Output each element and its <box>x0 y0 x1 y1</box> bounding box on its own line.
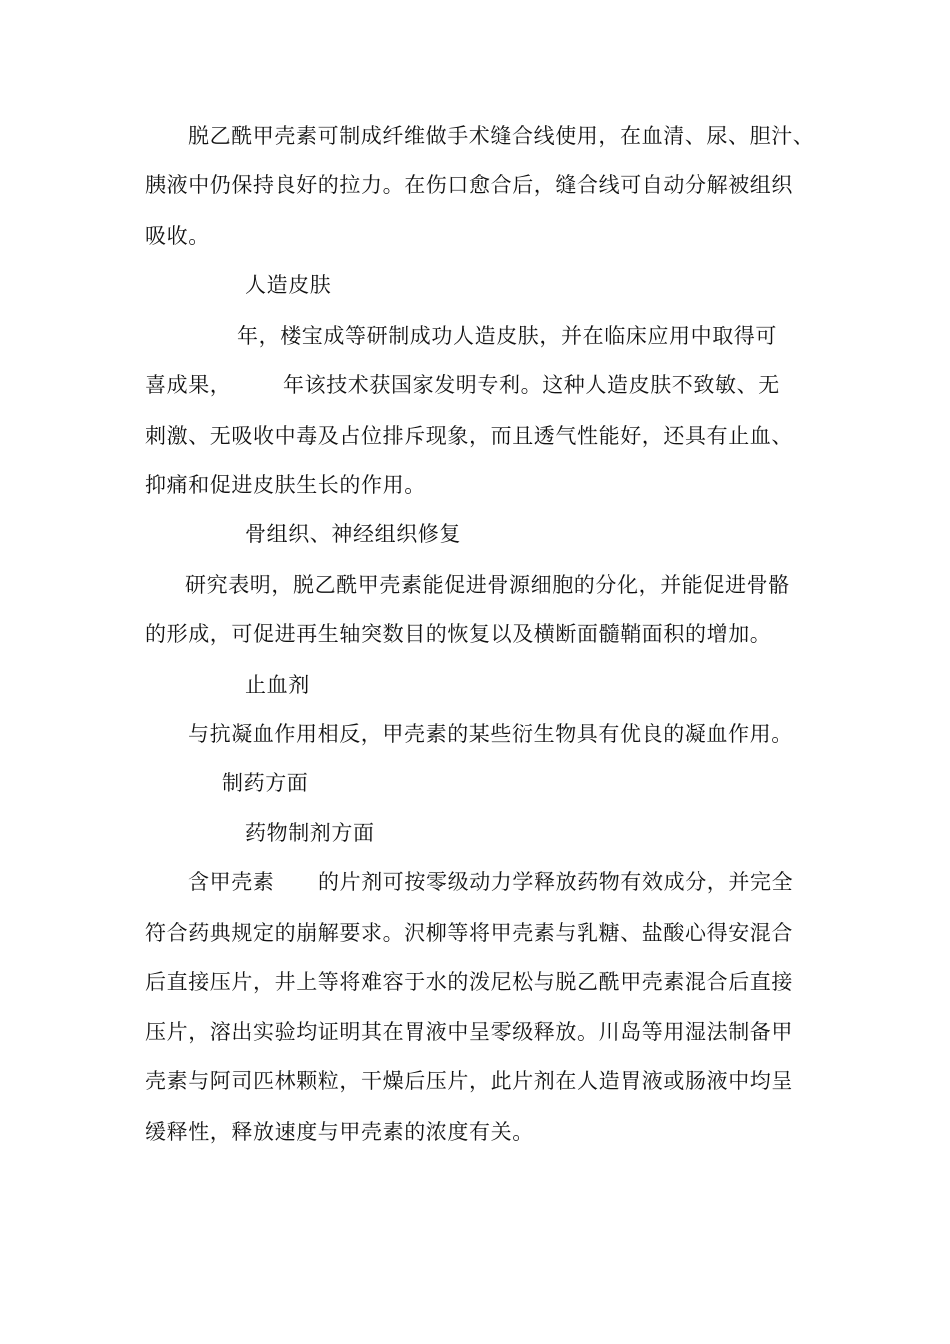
paragraph-line: 的片剂可按零级动力学释放药物有效成分，并完全 <box>318 870 794 894</box>
paragraph-line: 壳素与阿司匹林颗粒，干燥后压片，此片剂在人造胃液或肠液中均呈 <box>145 1069 793 1093</box>
paragraph-line: 符合药典规定的崩解要求。沢柳等将甲壳素与乳糖、盐酸心得安混合 <box>145 921 793 945</box>
paragraph-line: 缓释性，释放速度与甲壳素的浓度有关。 <box>145 1120 534 1144</box>
section-heading: 药物制剂方面 <box>245 821 375 845</box>
paragraph-line: 吸收。 <box>145 224 210 248</box>
section-heading: 制药方面 <box>222 771 309 795</box>
paragraph-line: 的形成，可促进再生轴突数目的恢复以及横断面髓鞘面积的增加。 <box>145 622 772 646</box>
paragraph-line: 喜成果， <box>145 373 232 397</box>
paragraph-line: 年，楼宝成等研制成功人造皮肤，并在临床应用中取得可 <box>237 324 777 348</box>
paragraph-line: 含甲壳素 <box>188 870 275 894</box>
section-heading: 止血剂 <box>245 673 310 697</box>
section-heading: 人造皮肤 <box>245 273 332 297</box>
paragraph-line: 后直接压片，井上等将难容于水的泼尼松与脱乙酰甲壳素混合后直接 <box>145 970 793 994</box>
paragraph-line: 与抗凝血作用相反，甲壳素的某些衍生物具有优良的凝血作用。 <box>188 722 793 746</box>
paragraph-line: 刺激、无吸收中毒及占位排斥现象，而且透气性能好，还具有止血、 <box>145 424 793 448</box>
paragraph-line: 抑痛和促进皮肤生长的作用。 <box>145 473 426 497</box>
paragraph-line: 年该技术获国家发明专利。这种人造皮肤不致敏、无 <box>283 373 780 397</box>
paragraph-line: 胰液中仍保持良好的拉力。在伤口愈合后，缝合线可自动分解被组织 <box>145 173 793 197</box>
paragraph-line: 压片，溶出实验均证明其在胃液中呈零级释放。川岛等用湿法制备甲 <box>145 1020 793 1044</box>
paragraph-line: 研究表明，脱乙酰甲壳素能促进骨源细胞的分化，并能促进骨骼 <box>185 573 790 597</box>
section-heading: 骨组织、神经组织修复 <box>245 522 461 546</box>
paragraph-line: 脱乙酰甲壳素可制成纤维做手术缝合线使用，在血清、尿、胆汁、 <box>188 124 815 148</box>
